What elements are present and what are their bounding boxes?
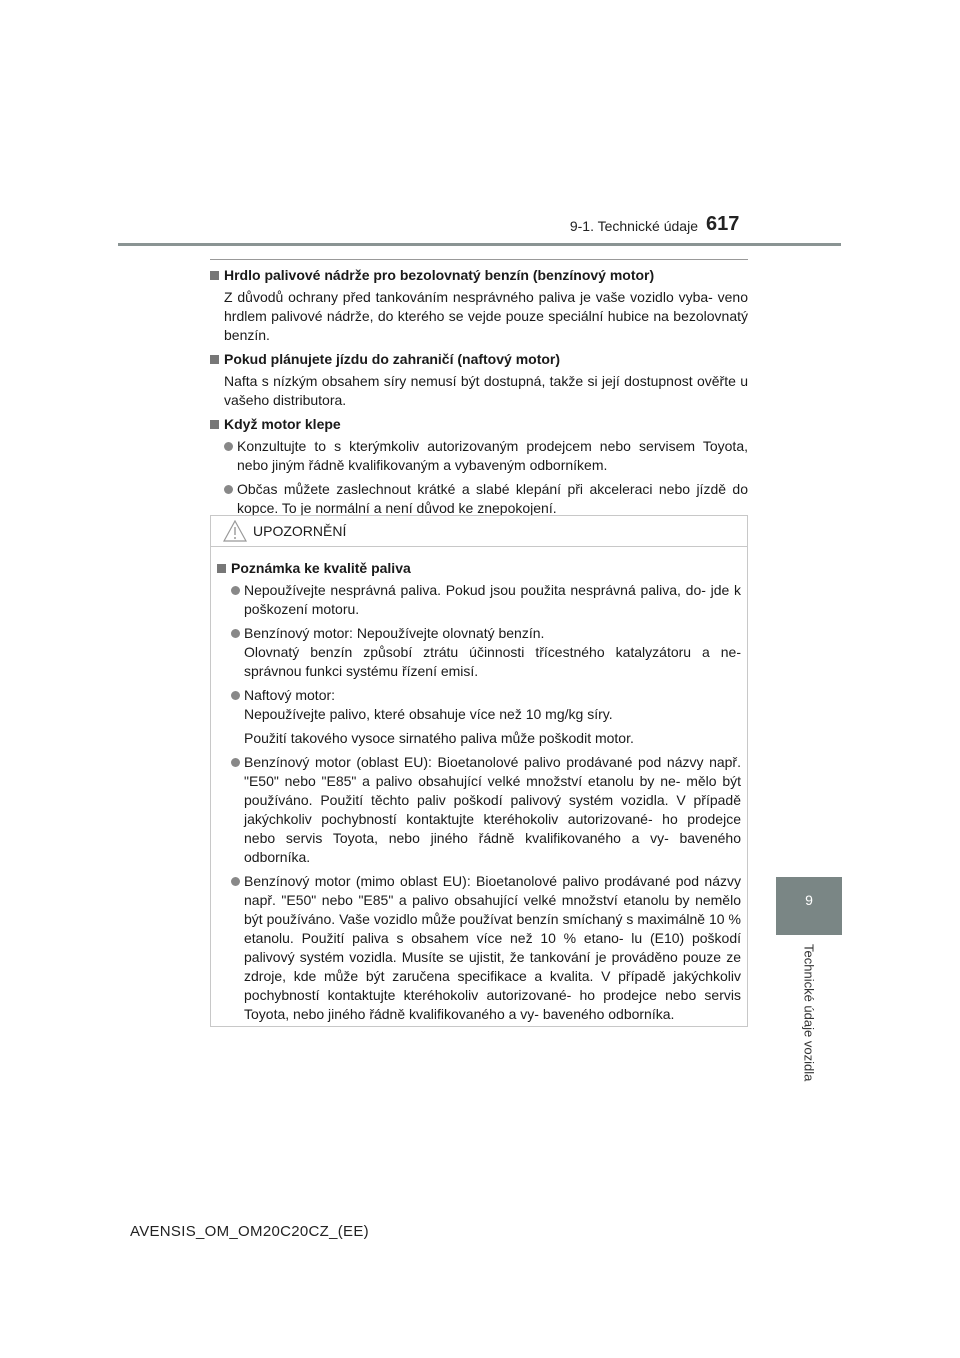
list-item: Benzínový motor (mimo oblast EU): Bioetanolové palivo prodávané pod názvy např. "E50" nebo "E85" a palivo obsahující velké množství etanolu by nemělo být používáno. Vaše vozidlo může používat benzín smíchaný s maximálně 10 % etanolu. Použití paliva s obsahem více než 10 % etano- lu (E10) poškodí palivový systém vozidla. Musíte se ujistit, že tankování je prováděno pouze ze zdroje, kde může být zaručena specifikace a kvalita. V případě jakýchkoliv pochybností kontaktujte kteréhokoliv autorizované- ho prodejce nebo servis Toyota, nebo jiného řádně kvalifikovaného a vy- baveného odborníka. — [217, 872, 741, 1024]
square-bullet-icon — [210, 271, 219, 280]
list-item: Naftový motor: Nepoužívejte palivo, které obsahuje více než 10 mg/kg síry. Použití takového vysoce sirnatého paliva může poškodit motor. — [217, 686, 741, 748]
content-divider — [210, 259, 748, 260]
header-divider — [118, 243, 841, 246]
chapter-tab: 9 — [776, 877, 842, 935]
round-bullet-icon — [231, 629, 240, 638]
square-bullet-icon — [210, 420, 219, 429]
section-text: Z důvodů ochrany před tankováním nesprávného paliva je vaše vozidlo vyba- veno hrdlem palivové nádrže, do kterého se vejde pouze speciální hubice na bezolovnatý benzín. — [224, 289, 748, 343]
round-bullet-icon — [231, 586, 240, 595]
main-content — [210, 266, 748, 523]
round-bullet-icon — [224, 442, 233, 451]
page-number: 617 — [706, 213, 740, 235]
list-item: Občas můžete zaslechnout krátké a slabé klepání při akceleraci nebo jízdě do kopce. To je normální a není důvod ke znepokojení. — [210, 480, 748, 518]
warning-title: Poznámka ke kvalitě paliva — [217, 559, 741, 578]
section-heading — [210, 266, 748, 285]
warning-header — [211, 516, 747, 547]
list-item: Benzínový motor (oblast EU): Bioetanolové palivo prodávané pod názvy např. "E50" nebo "E85" a palivo obsahující velké množství etanolu by ne- mělo být používáno. Použití těchto paliv poškodí palivový systém vozidla. V případě jakýchkoliv pochybností kontaktujte kteréhokoliv autorizované- ho prodejce nebo servis Toyota, nebo jiného řádně kvalifikovaného a vy- baveného odborníka. — [217, 753, 741, 867]
warning-triangle-icon — [223, 520, 247, 542]
warning-box — [210, 515, 748, 1027]
section-title-fuel-neck: Hrdlo palivové nádrže pro bezolovnatý benzín (benzínový motor) — [224, 267, 655, 283]
footer-code: AVENSIS_OM_OM20C20CZ_(EE) — [130, 1223, 369, 1240]
section-text: Nafta s nízkým obsahem síry nemusí být dostupná, takže si její dostupnost ověřte u vašeho distributora. — [224, 373, 748, 408]
warning-label: UPOZORNĚNÍ — [253, 523, 347, 539]
round-bullet-icon — [231, 691, 240, 700]
chapter-title: Technické údaje vozidla — [801, 944, 817, 1082]
list-item: Benzínový motor: Nepoužívejte olovnatý benzín. Olovnatý benzín způsobí ztrátu účinnosti třícestného katalyzátoru a ne- správnou funkci systému řízení emisí. — [217, 624, 741, 681]
warning-body — [211, 547, 747, 1024]
square-bullet-icon — [210, 355, 219, 364]
section-heading — [210, 415, 748, 434]
round-bullet-icon — [231, 758, 240, 767]
section-heading — [210, 350, 748, 369]
chapter-side-label — [776, 940, 842, 1100]
list-item: Konzultujte to s kterýmkoliv autorizovaným prodejcem nebo servisem Toyota, nebo jiným řádně kvalifikovaným a vybaveným odborníkem. — [210, 437, 748, 475]
square-bullet-icon — [217, 564, 226, 573]
round-bullet-icon — [231, 877, 240, 886]
list-item: Nepoužívejte nesprávná paliva. Pokud jsou použita nesprávná paliva, do- jde k poškození motoru. — [217, 581, 741, 619]
section-title-knocking: Když motor klepe — [224, 416, 341, 432]
round-bullet-icon — [224, 485, 233, 494]
section-title-abroad: Pokud plánujete jízdu do zahraničí (naftový motor) — [224, 351, 561, 367]
section-title: 9-1. Technické údaje — [569, 218, 698, 234]
